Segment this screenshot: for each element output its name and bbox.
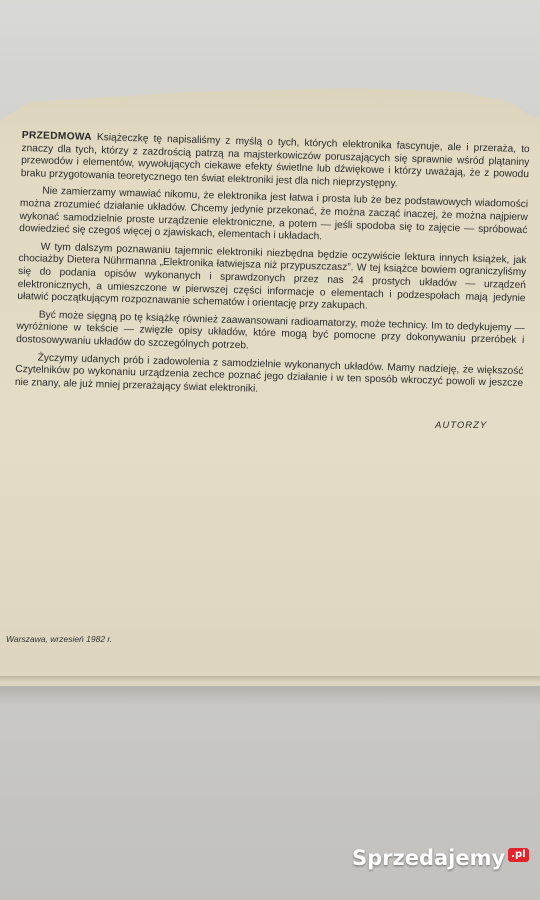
signature: AUTORZY: [435, 420, 488, 431]
watermark-logo: [352, 846, 529, 870]
preface-text: [15, 130, 530, 408]
place-date: Warszawa, wrzesień 1982 r.: [6, 634, 113, 644]
paragraph-5: Życzymy udanych prób i zadowolenia z samodzielnie wykonanych układów. Mamy nadzieję, że większość Czytelników po wykonaniu urządzenia zechce poznać jego działanie i w ten sposób wkroczyć powoli w jeszcze nie znany, ale już mniej przerażający świat elektroniki.: [14, 352, 524, 395]
watermark-brand: Sprzedajemy: [352, 846, 506, 870]
paragraph-4: Być może sięgną po tę książkę również zaawansowani radioamatorzy, może technicy. Im to dedykujemy — wyróżnione w tekście — zwięzłe opisy układów, które mogą być pomocne przy dokonywaniu przeróbek i dostosowywaniu układów do szczególnych potrzeb.: [15, 309, 525, 352]
paragraph-3: W tym dalszym poznawaniu tajemnic elektroniki niezbędna będzie oczywiście lektura innych książek, jak chociażby Dietera Nührmanna „Elektronika łatwiejsza niż przypuszczasz”. W tej książce bowiem ograniczyliśmy się do podania opisów wykonanych i sprawdzonych przez nas 24 prostych układów — urządzeń elektronicznych, a umieszczone w pierwszej części informacje o elementach i podzespołach mają jedynie ułatwić początkującym rozpoznawanie schematów i orientację przy zakupach.: [17, 241, 527, 312]
paragraph-2: Nie zamierzamy wmawiać nikomu, że elektronika jest łatwa i prosta lub że bez podstawowych wiadomości można zrozumieć działanie układów. Chcemy jedynie przekonać, że można zacząć inaczej, że można najpierw wykonać samodzielnie proste urządzenie elektroniczne, a potem — jeśli spodoba się to zajęcie — spróbować dowiedzieć się czegoś więcej o zjawiskach, elementach i układach.: [19, 185, 529, 243]
watermark-tld-badge: .pl: [508, 848, 528, 862]
page-edge: [0, 676, 540, 682]
preface-title: PRZEDMOWA: [21, 130, 93, 143]
paragraph-1: PRZEDMOWA Książeczkę tę napisaliśmy z myślą o tych, których elektronika fascynuje, ale i przeraża, to znaczy dla tych, którzy z zazdrością patrzą na majsterkowiczów poruszających się sprawnie wśród plątaniny przewodów i elementów, wywołujących ciekawe efekty świetlne lub dźwiękowe i którzy uważają, że z powodu braku przygotowania teoretycznego ten świat elektroniki jest dla nich nieprzystępny.: [20, 130, 530, 190]
